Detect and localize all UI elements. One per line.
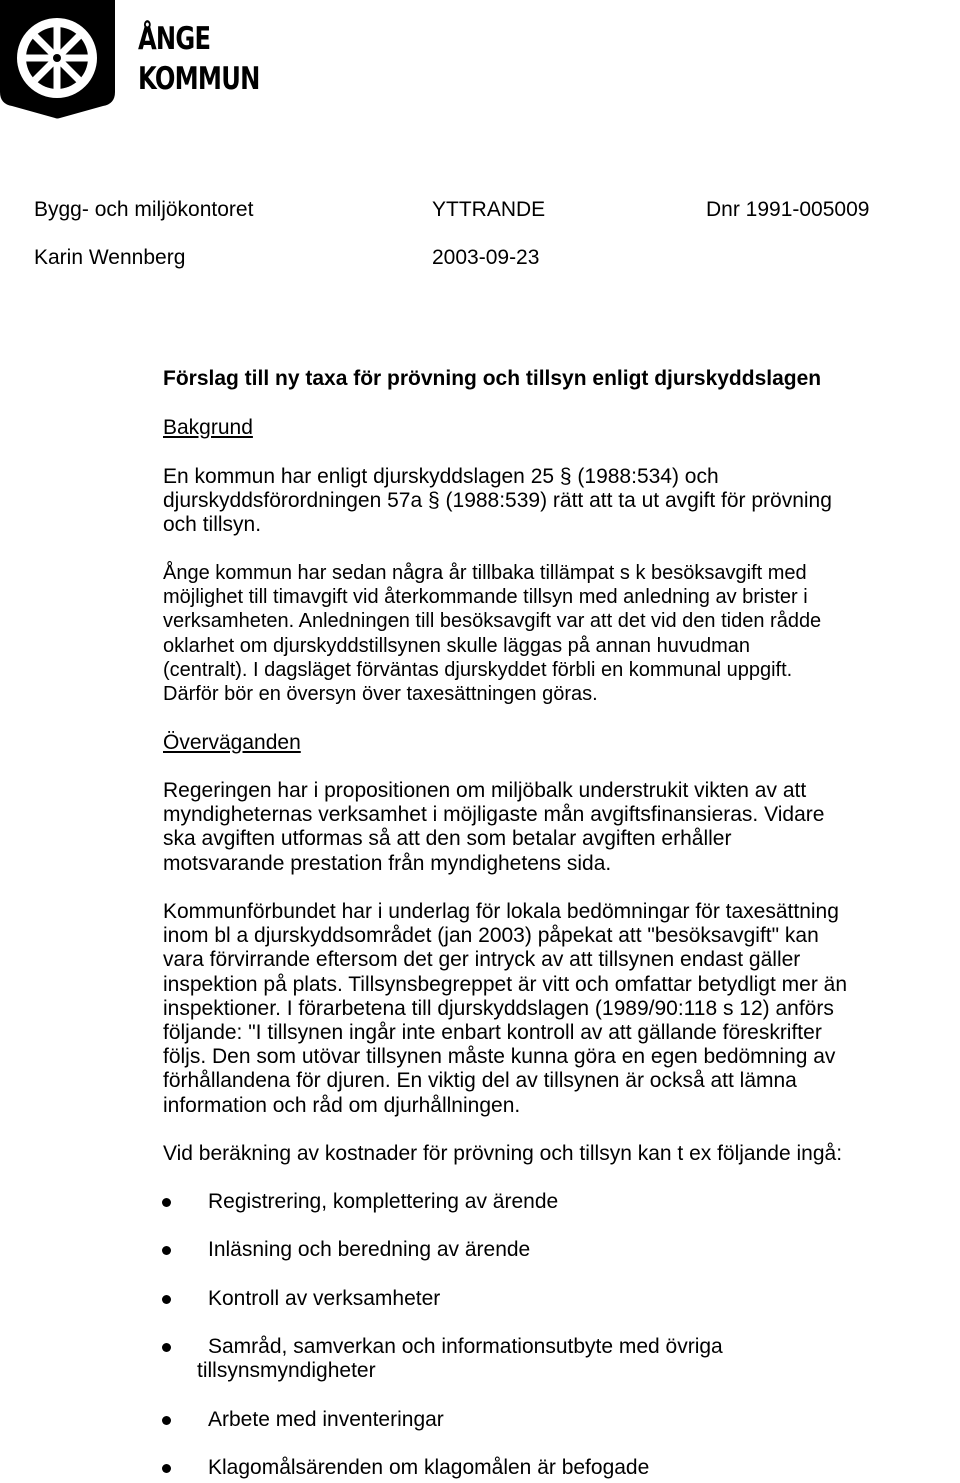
list-item bbox=[0, 1335, 950, 1384]
text-line: djurskyddsförordningen 57a § (1988:539) rätt att ta ut avgift för prövning bbox=[163, 489, 832, 513]
author: Karin Wennberg bbox=[34, 246, 186, 269]
section-heading-overvaganden: Överväganden bbox=[163, 731, 301, 754]
list-item-text: Klagomålsärenden om klagomålen är befogade bbox=[208, 1456, 650, 1479]
text-line: följande: "I tillsynen ingår inte enbart kontroll av att gällande föreskrifter bbox=[163, 1021, 822, 1045]
text-line: myndigheternas verksamhet i möjligaste mån avgiftsfinansieras. Vidare bbox=[163, 803, 825, 827]
text-line: En kommun har enligt djurskyddslagen 25 § (1988:534) och bbox=[163, 465, 719, 488]
text-line: vara förvirrande eftersom det ger intryck av att tillsynen endast gäller bbox=[163, 948, 801, 972]
bullet-icon bbox=[162, 1246, 171, 1255]
text-line: följs. Den som utövar tillsynen måste kunna göra en egen bedömning av bbox=[163, 1045, 836, 1069]
bullet-icon bbox=[162, 1198, 171, 1207]
section-heading-bakgrund: Bakgrund bbox=[163, 416, 253, 439]
list-item-text: Kontroll av verksamheter bbox=[208, 1287, 441, 1310]
paragraph-overvaganden-3: Vid beräkning av kostnader för prövning och tillsyn kan t ex följande ingå: bbox=[163, 1142, 843, 1165]
list-item-text-continuation: tillsynsmyndigheter bbox=[197, 1359, 376, 1382]
text-line: inom bl a djurskyddsområdet (jan 2003) påpekat att "besöksavgift" kan bbox=[163, 924, 819, 948]
text-line: ska avgiften utformas så att den som betalar avgiften erhåller bbox=[163, 827, 732, 851]
logo-line-1: ÅNGE bbox=[138, 21, 211, 57]
diary-number: Dnr 1991-005009 bbox=[706, 198, 870, 221]
bullet-icon bbox=[162, 1295, 171, 1304]
text-line: möjlighet till timavgift vid återkommande tillsyn med anledning av brister i bbox=[163, 586, 808, 609]
bullet-icon bbox=[162, 1464, 171, 1473]
list-item-text: Samråd, samverkan och informationsutbyte med övriga bbox=[208, 1335, 723, 1358]
doc-type: YTTRANDE bbox=[432, 198, 546, 221]
date: 2003-09-23 bbox=[432, 246, 540, 269]
text-line: Ånge kommun har sedan några år tillbaka tillämpat s k besöksavgift med bbox=[163, 562, 807, 584]
list-item-text: Arbete med inventeringar bbox=[208, 1408, 444, 1431]
paragraph-bakgrund-2 bbox=[163, 561, 953, 706]
text-line: Regeringen har i propositionen om miljöbalk understrukit vikten av att bbox=[163, 779, 807, 802]
list-item-text: Inläsning och beredning av ärende bbox=[208, 1238, 531, 1261]
text-line: inspektion på plats. Tillsynsbegreppet är vitt och omfattar betydligt mer än bbox=[163, 972, 848, 996]
text-line: information och råd om djurhållningen. bbox=[163, 1093, 521, 1117]
page-title: Förslag till ny taxa för prövning och tillsyn enligt djurskyddslagen bbox=[163, 367, 822, 390]
wheel-shield-icon bbox=[0, 0, 115, 122]
text-line: och tillsyn. bbox=[163, 513, 262, 537]
bullet-icon bbox=[162, 1416, 171, 1425]
text-line: (centralt). I dagsläget förväntas djurskyddet förbli en kommunal uppgift. bbox=[163, 658, 793, 681]
list-item-text: Registrering, komplettering av ärende bbox=[208, 1190, 559, 1213]
text-line: verksamheten. Anledningen till besöksavgift var att det vid den tiden rådde bbox=[163, 610, 822, 633]
text-line: motsvarande prestation från myndighetens sida. bbox=[163, 851, 612, 875]
paragraph-overvaganden-2 bbox=[163, 900, 953, 1118]
paragraph-bakgrund-1 bbox=[163, 465, 953, 538]
text-line: Därför bör en översyn över taxesättningen göras. bbox=[163, 683, 598, 706]
logo-line-2: KOMMUN bbox=[138, 61, 260, 97]
bullet-icon bbox=[162, 1343, 171, 1352]
department: Bygg- och miljökontoret bbox=[34, 198, 254, 221]
text-line: inspektioner. I förarbetena till djurskyddslagen (1989/90:118 s 12) anförs bbox=[163, 996, 834, 1020]
text-line: oklarhet om djurskyddstillsynen skulle läggas på annan huvudman bbox=[163, 634, 751, 657]
text-line: Kommunförbundet har i underlag för lokala bedömningar för taxesättning bbox=[163, 900, 839, 923]
paragraph-overvaganden-1 bbox=[163, 779, 953, 876]
text-line: förhållandena för djuren. En viktig del av tillsynen är också att lämna bbox=[163, 1069, 797, 1093]
